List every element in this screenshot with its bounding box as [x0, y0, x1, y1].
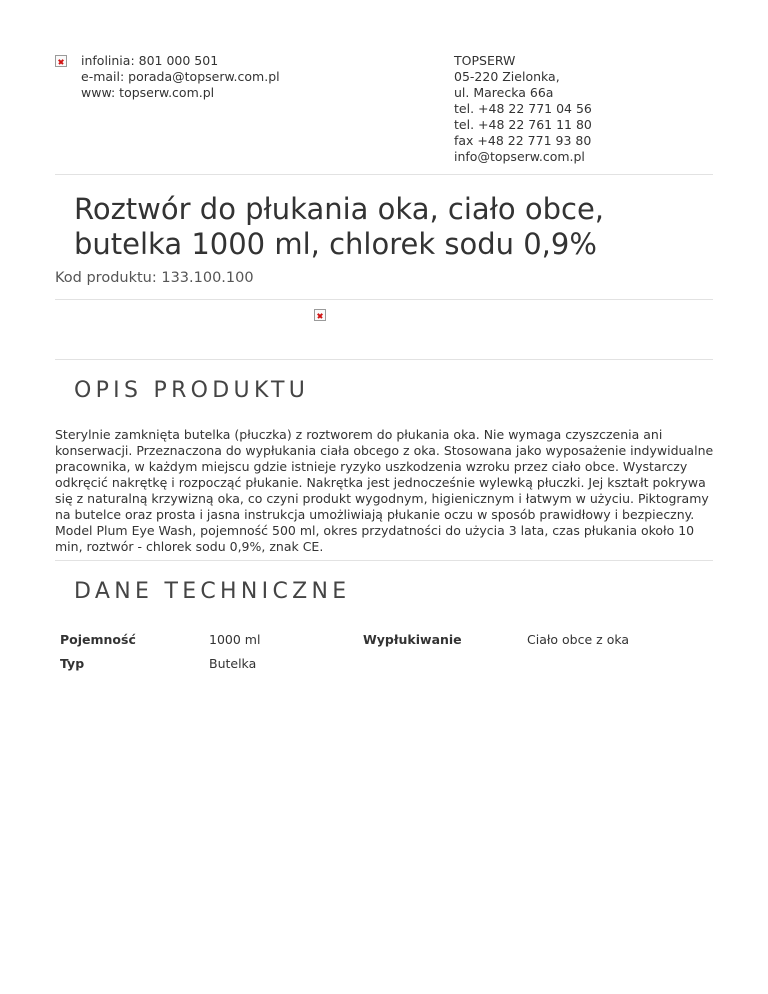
- hotline-contact: [81, 53, 280, 101]
- technical-data-section: [55, 561, 713, 681]
- product-title-block: [55, 175, 713, 300]
- spec-value: Butelka: [209, 656, 257, 671]
- spec-value: 1000 ml: [209, 632, 261, 647]
- description-text: Sterylnie zamknięta butelka (płuczka) z roztworem do płukania oka. Nie wymaga czyszczenia ani konserwacji. Przeznaczona do wypłukania ciała obcego z oka. Stosowana jako wyposażenie indywidualne pracownika, w każdym miejscu gdzie istnieje ryzyko uszkodzenia wzroku przez ciało obce. Wystarczy odkręcić nakrętkę i rozpocząć płukanie. Nakrętka jest jednocześnie wylewką płuczki. Jej kształt pokrywa się z naturalną krzywizną oka, co czyni produkt wygodnym, higienicznym i łatwym w użyciu. Piktogramy na butelce oraz prosta i jasna instrukcja umożliwiają płukanie oczu w sposób prawidłowy i bezpieczny. Model Plum Eye Wash, pojemność 500 ml, okres przydatności do użycia 3 lata, czas płukania około 10 min, roztwór - chlorek sodu 0,9%, znak CE.: [55, 427, 714, 554]
- phone-line: tel. +48 22 771 04 56: [454, 101, 592, 116]
- email-text: e-mail: porada@topserw.com.pl: [81, 69, 280, 84]
- spec-label: Typ: [60, 656, 85, 671]
- phone-line: tel. +48 22 761 11 80: [454, 117, 592, 132]
- broken-image-icon: [55, 55, 67, 67]
- spec-label: Wypłukiwanie: [363, 632, 462, 647]
- spec-value: Ciało obce z oka: [527, 632, 630, 647]
- email-line: info@topserw.com.pl: [454, 149, 585, 164]
- header: [55, 0, 713, 175]
- description-heading: OPIS PRODUKTU: [74, 378, 310, 403]
- description-section: [55, 360, 713, 561]
- address-line: 05-220 Zielonka,: [454, 69, 560, 84]
- fax-line: fax +48 22 771 93 80: [454, 133, 592, 148]
- product-code: Kod produktu: 133.100.100: [55, 270, 254, 286]
- product-sheet: [55, 0, 713, 681]
- website-text: www: topserw.com.pl: [81, 85, 215, 100]
- hotline-text: infolinia: 801 000 501: [81, 53, 219, 68]
- company-address: [454, 53, 592, 165]
- address-line: ul. Marecka 66a: [454, 85, 554, 100]
- product-image-block: [55, 300, 713, 360]
- spec-label: Pojemność: [60, 632, 136, 647]
- technical-heading: DANE TECHNICZNE: [74, 579, 351, 604]
- company-name: TOPSERW: [454, 53, 516, 68]
- broken-image-icon: [314, 309, 326, 321]
- product-title: Roztwór do płukania oka, ciało obce, butelka 1000 ml, chlorek sodu 0,9%: [74, 192, 605, 261]
